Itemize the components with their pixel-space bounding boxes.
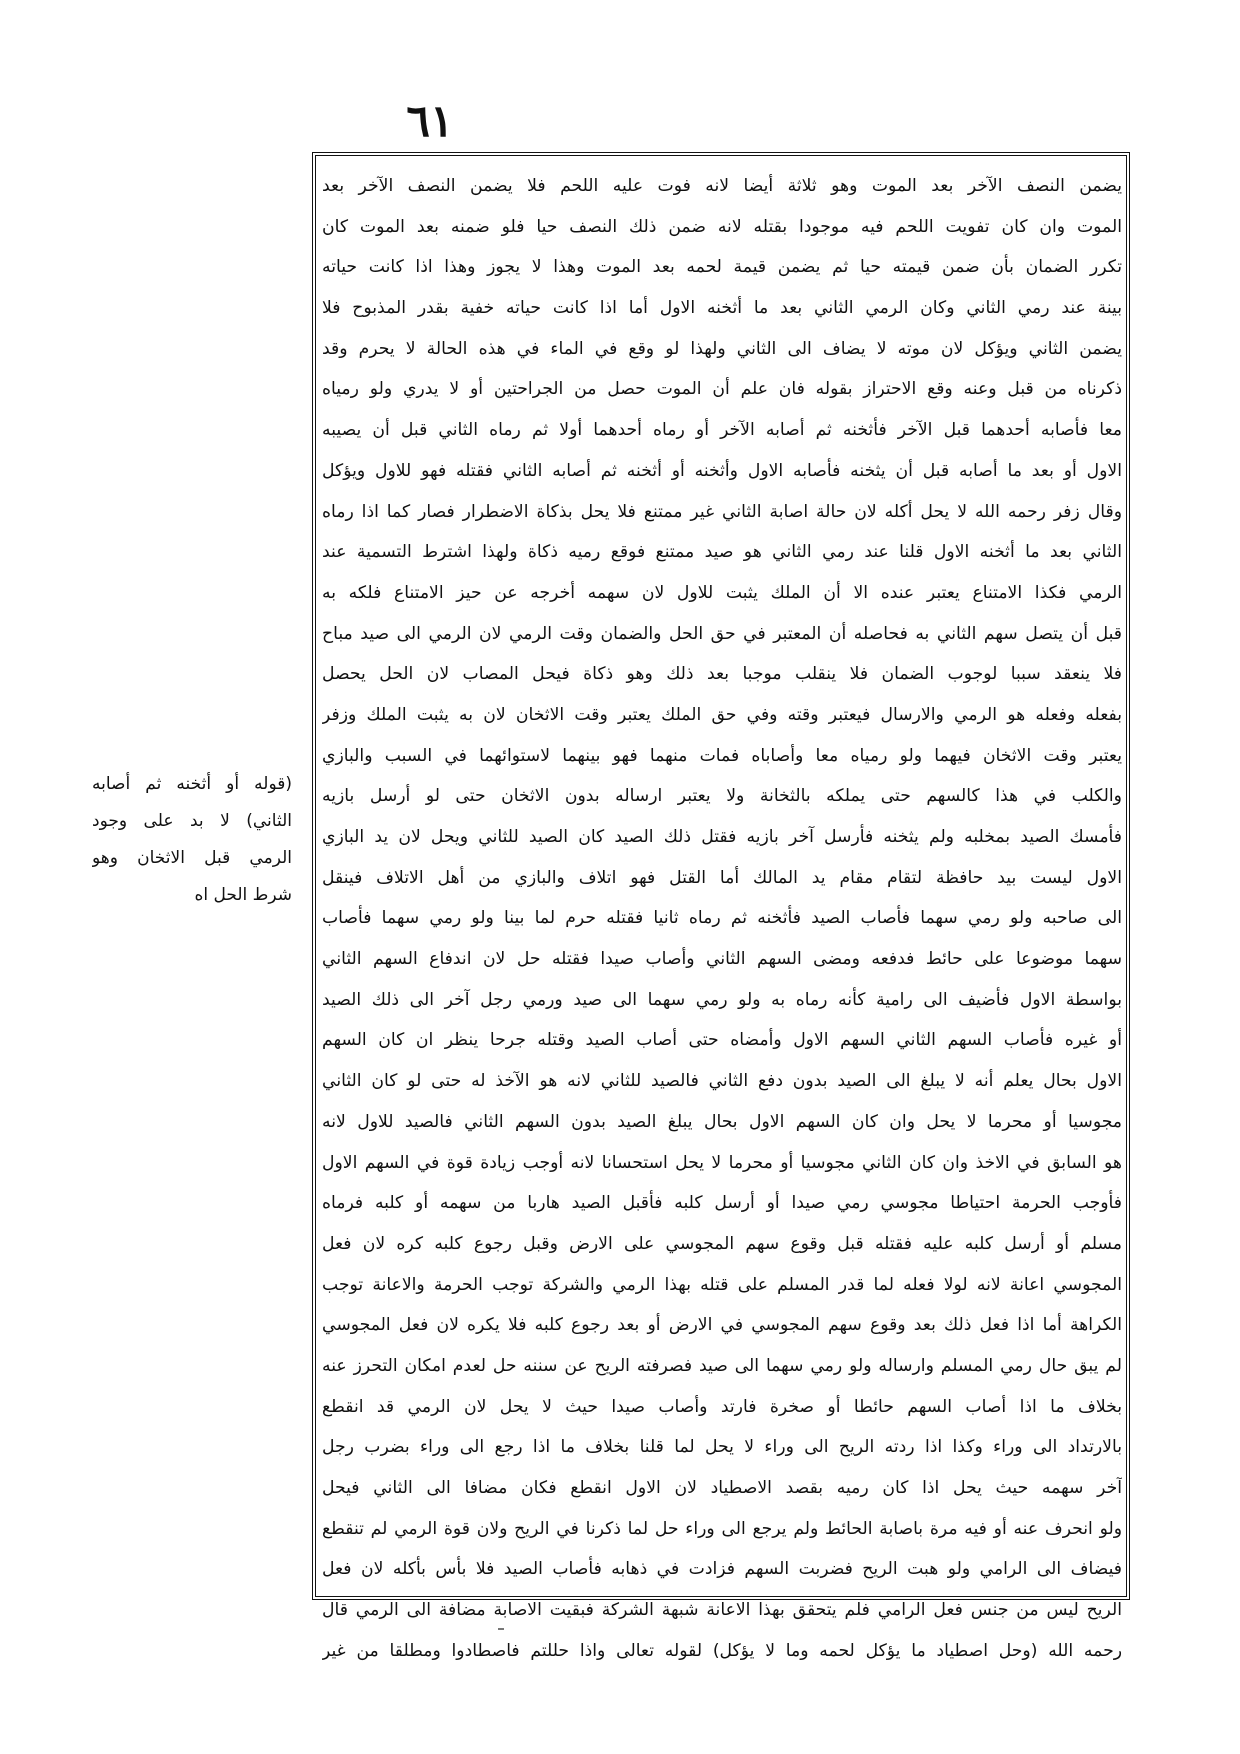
text-line: ذكرناه من قبل وعنه وقع الاحتراز بقوله فان علم أن الموت حصل من الجراحتين أو لا يدري ولو رمياه [322,379,1122,400]
margin-note-line: الثاني) لا بد على وجود [92,811,292,831]
margin-note-line: شرط الحل اه [194,885,292,905]
text-line: معا فأصابه أحدهما قبل الآخر فأثخنه ثم أصابه الآخر أو رماه أحدهما أولا ثم رماه الثاني قبل أن يصيبه [322,420,1122,441]
text-line: الى صاحبه ولو رمي سهما فأصاب الصيد فأثخنه ثم رماه ثانيا فقتله حرم لما بينا ولو رمي سهما فأصاب [322,908,1122,929]
text-line: يضمن الثاني ويؤكل لان موته لا يضاف الى الثاني ولهذا لو وقع في الماء في هذه الحالة لا يحرم وقد [322,338,1122,359]
text-line: بينة عند رمي الثاني وكان الرمي الثاني بعد ما أثخنه الاول أما اذا كانت حياته خفية بقدر المذبوح فلا [322,298,1122,319]
text-line: بواسطة الاول فأضيف الى رامية كأنه رماه به ولو رمي سهما الى صيد ورمي رجل آخر الى ذلك الصيد [322,989,1122,1010]
text-line: فأمسك الصيد بمخلبه ولم يثخنه فأرسل آخر بازيه فقتل ذلك الصيد كان الصيد للثاني ويحل لان يد البازي [322,827,1122,847]
text-line: لم يبق حال رمي المسلم وارساله ولو رمي سهما الى صيد فصرفته الريح عن سننه حل لعدم امكان التحرز عنه [322,1355,1122,1376]
margin-note [92,766,292,914]
text-line: قبل أن يتصل سهم الثاني به فحاصله أن المعتبر في حق الحل والضمان وقت الرمي لان الرمي الى صيد مباح [322,623,1122,644]
main-text-block [322,166,1122,1671]
text-line: ولو انحرف عنه أو فيه مرة باصابة الحائط ولم يرجع الى وراء حل لما ذكرنا في الريح ولان قوة الرمي لم تنقطع [322,1518,1122,1539]
bottom-mark [498,1628,504,1630]
text-line: فلا ينعقد سببا لوجوب الضمان فلا ينقلب موجبا بعد ذلك وهو ذكاة فيحل المصاب لان الحل يحصل [322,664,1122,685]
text-line: فيضاف الى الرامي ولو هبت الريح فضربت السهم فزادت في ذهابه فأصاب الصيد فلا بأس بأكله لان فعل [322,1559,1122,1580]
text-line: رحمه الله (وحل اصطياد ما يؤكل لحمه وما لا يؤكل) لقوله تعالى واذا حللتم فاصطادوا ومطلقا من غير [322,1640,1122,1661]
text-line: آخر سهمه حيث يحل اذا كان رميه بقصد الاصطياد لان الاول انقطع فكان مضافا الى الثاني فيحل [322,1478,1122,1498]
text-line: هو السابق في الاخذ وان كان الثاني مجوسيا أو محرما لا يحل استحسانا لانه أوجب زيادة قوة في السهم الاول [322,1152,1122,1173]
text-line: الاول ليست بيد حافظة لتقام مقام يد المالك أما القتل فهو اتلاف والبازي من أهل الاتلاف فينقل [322,867,1122,888]
text-line: مجوسيا أو محرما لا يحل وان كان السهم الاول بحال يبلغ الصيد بدون السهم الثاني فالصيد للاول لانه [322,1111,1122,1132]
text-line: وقال زفر رحمه الله لا يحل أكله لان حالة اصابة الثاني غير ممتنع فلا يحل بذكاة الاضطرار فصار كما اذا رماه [322,501,1122,522]
text-line: الثاني بعد ما أثخنه الاول قلنا عند رمي الثاني هو صيد ممتنع فوقع رميه ذكاة ولهذا اشترط التسمية عند [322,542,1122,563]
text-line: الاول بحال يعلم أنه لا يبلغ الى الصيد بدون دفع الثاني فالصيد للثاني لانه هو الآخذ له حتى لو كان الثاني [322,1071,1122,1092]
text-line: الموت وان كان تفويت اللحم فيه موجودا بقتله لانه ضمن ذلك النصف حيا فلو ضمنه بعد الموت كان [322,216,1122,237]
text-line: فأوجب الحرمة احتياطا مجوسي رمي صيدا أو أرسل كلبه فأقبل الصيد هاربا من سهمه أو كلبه فرماه [322,1193,1122,1214]
text-line: الريح ليس من جنس فعل الرامي فلم يتحقق بهذا الاعانة شبهة الشركة فبقيت الاصابة مضافة الى الرمي قال [322,1600,1122,1621]
text-line: بخلاف ما اذا أصاب السهم حائطا أو صخرة فارتد وأصاب صيدا حيث لا يحل لان الرمي قد انقطع [322,1396,1122,1417]
text-line: الكراهة أما اذا فعل ذلك بعد وقوع سهم المجوسي في الارض أو بعد رجوع كلبه فلا يكره لان فعل المجوسي [322,1315,1122,1336]
text-line: مسلم أو أرسل كلبه عليه فقتله قبل وقوع سهم المجوسي على الارض وقبل رجوع كلبه كره لان فعل [322,1233,1122,1254]
text-line: يعتبر وقت الاثخان فيهما ولو رمياه معا وأصاباه فمات منهما فهو بينهما لاستوائهما في السبب والبازي [322,745,1122,766]
text-line: بالارتداد الى وراء وكذا اذا ردته الريح الى وراء لا يحل لما قلنا بخلاف ما اذا رجع الى وراء بضرب رجل [322,1437,1122,1458]
page-number: ٦١ [406,96,454,147]
text-line: تكرر الضمان بأن ضمن قيمته حيا ثم يضمن قيمة لحمه بعد الموت وهذا لا يجوز وهذا اذا كانت حياته [322,257,1122,278]
text-line: الاول أو بعد ما أصابه قبل أن يثخنه فأصابه الاول وأثخنه أو أثخنه ثم أصابه الثاني فقتله فهو للاول ويؤكل [322,460,1122,481]
text-line: سهما موضوعا على حائط فدفعه ومضى السهم الثاني وأصاب صيدا فقتله حل لان اندفاع السهم الثاني [322,949,1122,970]
text-line: بفعله وفعله هو الرمي والارسال فيعتبر وقته وفي حق الملك يعتبر وقت الاثخان لان به يثبت الملك وزفر [322,704,1122,725]
margin-note-line: (قوله أو أثخنه ثم أصابه [92,774,292,794]
text-line: يضمن النصف الآخر بعد الموت وهو ثلاثة أيضا لانه فوت عليه اللحم فلا يضمن النصف الآخر بعد [322,176,1122,196]
text-line: والكلب في هذا كالسهم حتى يملكه بالثخانة ولا يعتبر ارساله بدون الاثخان حتى لو أرسل بازيه [322,786,1122,807]
text-line: الرمي فكذا الامتناع يعتبر عنده الا أن الملك يثبت للاول لان سهمه أخرجه عن حيز الامتناع فلكه به [322,582,1122,603]
margin-note-line: الرمي قبل الاثخان وهو [92,848,292,868]
text-line: أو غيره فأصاب السهم الثاني السهم الاول وأمضاه حتى أصاب الصيد وقتله جرحا ينظر ان كان السهم [322,1030,1122,1051]
text-line: المجوسي اعانة لانه لولا فعله لما قدر المسلم على قتله بهذا الرمي والشركة توجب الحرمة والاعانة توجب [322,1274,1122,1295]
